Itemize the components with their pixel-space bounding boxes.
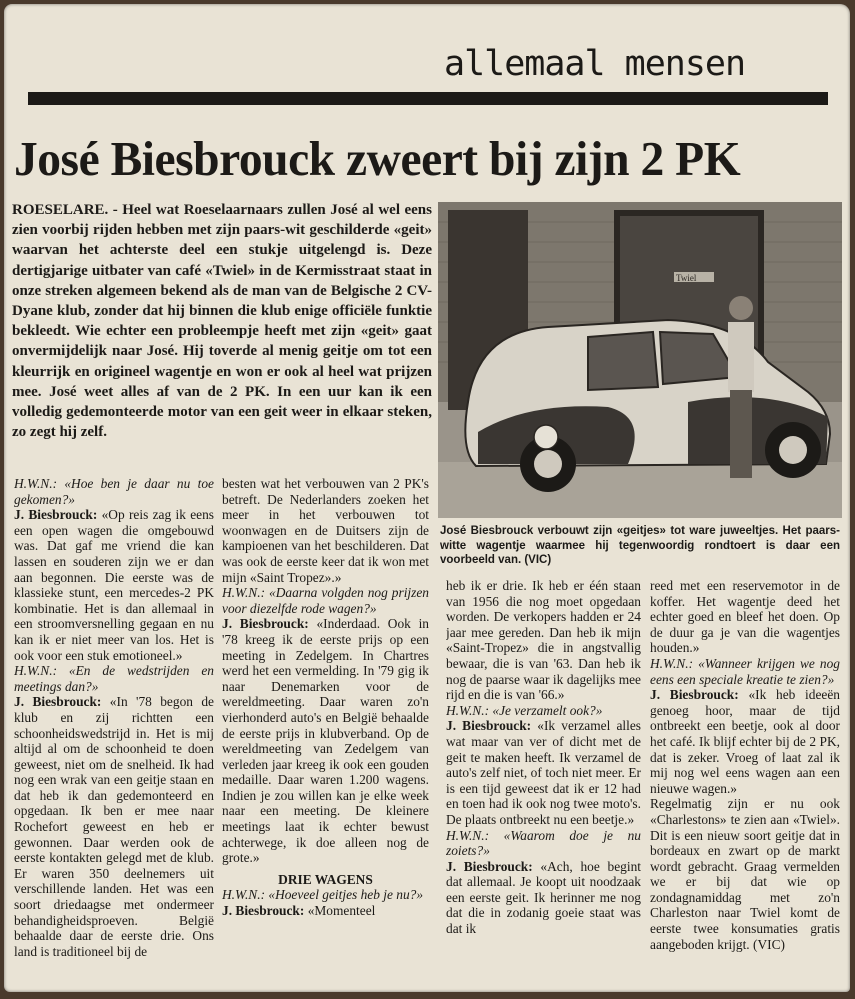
- answer: [14, 507, 214, 663]
- question: H.W.N.: «Hoeveel geitjes heb je nu?»: [222, 887, 424, 903]
- question: H.W.N.: «Je verzamelt ook?»: [446, 702, 603, 718]
- question: H.W.N.: «Waarom doe je nu zoiets?»: [446, 827, 641, 859]
- article-column-4: [650, 578, 840, 978]
- answer: [650, 687, 840, 796]
- article-column-3: [446, 578, 641, 978]
- answer: [222, 903, 429, 919]
- headline: José Biesbrouck zweert bij zijn 2 PK: [14, 131, 741, 186]
- answer-text: «Ik verzamel alles wat maar van ver of dicht met de geit te maken heeft. Ik verzamel de auto's zelf niet, of toch niet meer. Er is een tijd geweest dat ik er 12 had en toen had ik ook nog twee moto's. De plaats ontbreekt nu een beetje.»: [446, 718, 641, 827]
- section-label: allemaal mensen: [444, 44, 746, 84]
- answer-text: «Ach, hoe begint dat allemaal. Je koopt uit noodzaak een eerste geit. Ik herinner me nog dat die in zodanig goeie staat was dat ik: [446, 858, 641, 937]
- question: H.W.N.: «Hoe ben je daar nu toe gekomen?»: [14, 476, 214, 507]
- subheading: DRIE WAGENS: [278, 871, 373, 887]
- article-column-1: [14, 476, 214, 976]
- header-rule: [28, 92, 828, 105]
- question: H.W.N.: «Wanneer krijgen we nog eens een speciale kreatie te zien?»: [650, 655, 840, 687]
- closing-paragraph: Regelmatig zijn er nu ook «Charlestons» te zien aan «Twiel». Dit is een nieuw soort geitje dat in bordeaux en zwart op de markt wordt gebracht. Graag vermelden we er bij dat wie op zondagnamiddag met zo'n Charleston naar Twiel komt de eerste twee konsumaties gratis aangeboden krijgt. (VIC): [650, 796, 840, 952]
- speaker: J. Biesbrouck:: [222, 616, 309, 632]
- answer-text: «Momenteel: [307, 903, 376, 919]
- cafe-sign: Twiel: [676, 273, 697, 283]
- speaker: J. Biesbrouck:: [446, 718, 532, 734]
- article-photo: [438, 202, 842, 518]
- answer-text: «In '78 begon de klub en zij richtten een schoonheidswedstrijd in. Het is mij altijd al om de schoonheid te doen geweest, niet om de snelheid. Ik had nog een wrak van een geitje staan en dat heb ik dan gedemonteerd en opgedaan. Ik ben er mee naar Rochefort geweest en heb er gewonnen. Daar werden ook de eerste kontakten gelegd met de klub. Er waren 350 deelnemers uit verschillende landen. Het was een soort driedaagse met ondermeer behandigheidsproeven. België behaalde daar de eerste drie. Ons land is traditioneel bij de: [14, 694, 214, 959]
- answer: [222, 616, 429, 866]
- question: H.W.N.: «Daarna volgden nog prijzen voor diezelfde rode wagen?»: [222, 585, 429, 616]
- answer: [446, 859, 641, 937]
- answer-continued: reed met een reservemotor in de koffer. Het wagentje deed het echter goed en bleef het doen. Op de duur ga je van die wagentjes houden.»: [650, 578, 840, 656]
- intro-paragraph: ROESELARE. - Heel wat Roeselaarnaars zullen José al wel eens zien voorbij rijden hebben met zijn paars-wit geschilderde «geit» waarvan het achterste deel een stukje uitgelengd is. Deze dertigjarige uitbater van café «Twiel» in de Kermisstraat staat in onze streken algemeen bekend als de man van de Belgische 2 CV-Dyane klub, zonder dat hij binnen die klub enige officiële funktie bekleedt. Wie echter een probleempje heeft met zijn «geit» gaat onvermijdelijk naar José. Hij toverde al menig geitje om tot een kleurrijk en origineel wagentje en won er ook al heel wat prijzen mee. José weet alles af van de 2 PK. In een uur kan ik een volledig gedemonteerde motor van een geit weer in elkaar steken, zo zegt hij zelf.: [12, 202, 432, 441]
- answer-text: «Ik heb ideeën genoeg hoor, maar de tijd ontbreekt een beetje, ook al door het café. Ik blijf echter bij de 2 PK, dat is zeker. Vroeg of laat zal ik mij nog wel eens wagen aan een nieuwe wagen.»: [650, 687, 840, 796]
- speaker: J. Biesbrouck:: [446, 858, 533, 874]
- article-column-2: [222, 476, 429, 976]
- answer-text: «Inderdaad. Ook in '78 kreeg ik de eerste prijs op een meeting in Zedelgem. In Chartres werd het een vermelding. In '79 gig ik naar Denemarken voor de wereldmeeting. Daar waren zo'n vierhonderd auto's en België behaalde de eerste prijs in klubverband. Op de wereldmeeting van Zedelgem van verleden jaar kreeg ik ook een gouden medaille. Daar waren 1.200 wagens. Indien je zou willen kan je elke week naar een meeting. De kleinere meetings laat ik echter bewust achterwege, ik doe alleen nog de grote.»: [222, 616, 429, 866]
- answer: [446, 718, 641, 827]
- answer: [14, 694, 214, 959]
- answer-continued: heb ik er drie. Ik heb er één staan van 1956 die nog moet opgedaan worden. De verkopers hadden er 24 jaar mee gereden. Dan heb ik mijn «Saint-Tropez» die in angstvallig bewaar, die is van '63. Dan heb ik nog de paarse waar ik dagelijks mee rijd en die is van '66.»: [446, 578, 641, 703]
- speaker: J. Biesbrouck:: [14, 507, 98, 523]
- speaker: J. Biesbrouck:: [14, 694, 102, 710]
- speaker: J. Biesbrouck:: [222, 903, 305, 919]
- answer-continued: besten wat het verbouwen van 2 PK's betreft. De Nederlanders zoeken het meer in het verbouwen tot woonwagen en de Duitsers zijn de kampioenen van het beschilderen. Dat was ook de eerste keer dat ik won met mijn «Saint Tropez».»: [222, 476, 429, 585]
- photo-caption: José Biesbrouck verbouwt zijn «geitjes» tot ware juweeltjes. Het paars-witte wagentje waarmee hij tegenwoordig rondtoert is daar een voorbeeld van. (VIC): [440, 525, 840, 566]
- speaker: J. Biesbrouck:: [650, 687, 739, 703]
- photo-illustration: [438, 202, 842, 518]
- question: H.W.N.: «En de wedstrijden en meetings dan?»: [14, 663, 214, 694]
- answer-text: «Op reis zag ik eens een open wagen die omgebouwd was. Dat gaf me vriend die kan lassen en souderen zijn we er dan aan begonnen. Die eerste was de klassieke stunt, een mercedes-2 PK kombinatie. Het is dan allemaal in een stroomversnelling gegaan en nu kan ik er niet meer van los. Het is ook voor een stuk emotioneel.»: [14, 507, 214, 663]
